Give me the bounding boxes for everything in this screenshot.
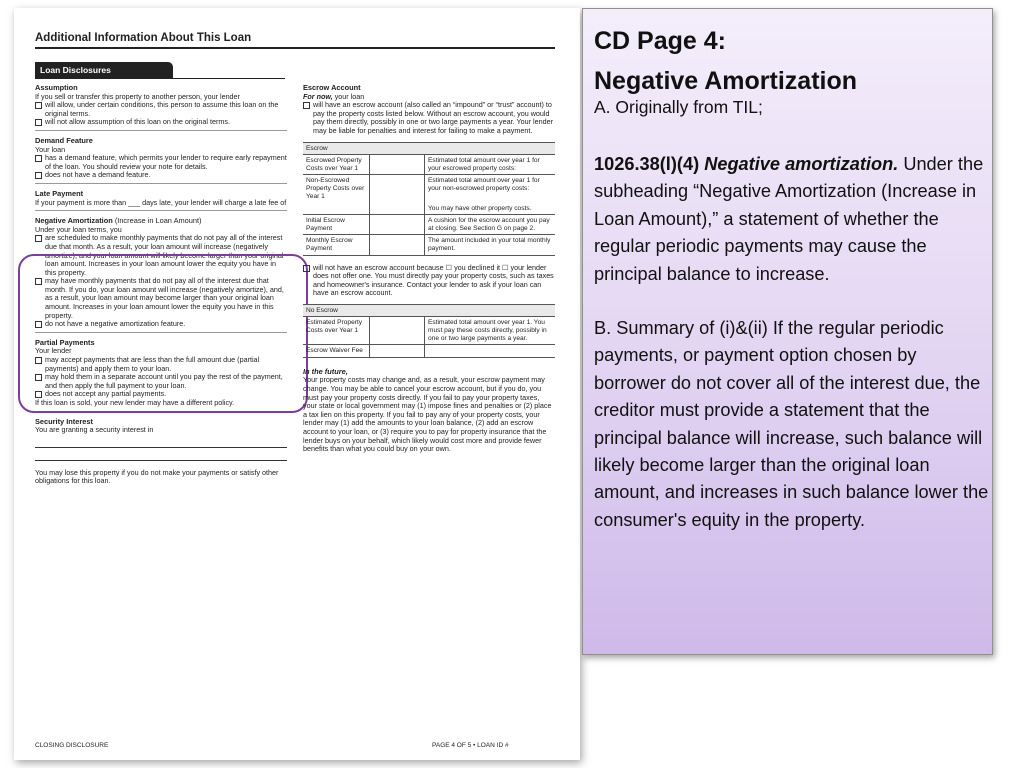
table-row: [303, 175, 555, 215]
demand-feature-heading: Demand Feature: [35, 135, 93, 145]
escrow-row-label: Escrowed Property Costs over Year 1: [303, 155, 370, 175]
escrow-account-heading: Escrow Account: [303, 83, 361, 92]
loan-disclosures-tab: Loan Disclosures: [35, 62, 173, 78]
tab-divider: [35, 78, 285, 79]
partial-option-accept[interactable]: may accept payments that are less than the full amount due (partial payments) and apply them to your loan.: [35, 356, 287, 373]
assumption-option-will[interactable]: will allow, under certain conditions, this person to assume this loan on the original terms.: [35, 101, 287, 118]
negative-amortization-title: Negative Amortization: [35, 216, 113, 226]
escrow-row-desc: [425, 175, 556, 215]
partial-option-none[interactable]: does not accept any partial payments.: [35, 390, 287, 399]
escrow-row-amount[interactable]: [370, 155, 425, 175]
escrow-row-desc: A cushion for the escrow account you pay at closing. See Section G on page 2.: [425, 215, 556, 235]
negative-amortization-highlight: [18, 254, 308, 413]
partial-payments-intro: Your lender: [35, 346, 72, 356]
divider: [35, 210, 287, 211]
partial-option-hold[interactable]: may hold them in a separate account until you pay the rest of the payment, and then apply the full payment to your loan.: [35, 373, 287, 390]
late-payment-heading: Late Payment: [35, 188, 84, 198]
slide-title: [594, 21, 857, 101]
table-row: [303, 317, 555, 345]
doc-footer-right: PAGE 4 OF 5 • LOAN ID #: [432, 742, 509, 749]
document-title: Additional Information About This Loan: [35, 32, 252, 44]
escrow-option-will[interactable]: will have an escrow account (also called an “impound” or “trust” account) to pay the property costs listed below. Without an escrow account, you would pay them directly, possibly in one or two large payments a year. Your lender may be liable for penalties and interest for failing to make a payment.: [303, 101, 555, 135]
escrow-row-amount[interactable]: [370, 215, 425, 235]
demand-feature-intro: Your loan: [35, 144, 66, 154]
no-escrow-table: [303, 304, 555, 358]
escrow-intro-text: your loan: [334, 91, 365, 101]
neg-am-option-scheduled[interactable]: are scheduled to make monthly payments that do not pay all of the interest due that month. As a result, your loan amount will increase (negatively amortize), and your loan amount will likely become larger than your original loan amount. Increases in your loan amount lower the equity you have in this property.: [35, 234, 287, 277]
blank-line: [35, 438, 287, 448]
neg-am-option-none[interactable]: do not have a negative amortization feature.: [35, 320, 287, 329]
closing-disclosure-page: [14, 8, 580, 760]
regulation-citation: 1026.38(l)(4): [594, 154, 700, 174]
slide-body: [594, 151, 989, 534]
table-row: [303, 345, 555, 358]
table-row: [303, 235, 555, 255]
table-row: [303, 155, 555, 175]
blank-line: [35, 451, 287, 461]
partial-payments-note: If this loan is sold, your new lender may have a different policy.: [35, 398, 235, 407]
no-escrow-row-desc: Estimated total amount over year 1. You must pay these costs directly, possibly in one or two large payments a year.: [425, 317, 556, 345]
security-interest-text: You are granting a security interest in: [35, 425, 154, 435]
right-column: [303, 84, 555, 454]
demand-feature-option-has[interactable]: has a demand feature, which permits your lender to require early repayment of the loan. You should review your note for details.: [35, 154, 287, 171]
escrow-row-label: Monthly Escrow Payment: [303, 235, 370, 255]
escrow-row-label: Initial Escrow Payment: [303, 215, 370, 235]
in-the-future-text: Your property costs may change and, as a result, your escrow payment may change. You may be able to cancel your escrow account, but if you do, you must pay your property costs directly. If you fail to pay your property taxes, your state or local government may (1) impose fines and penalties or (2) place a tax lien on this property. If you fail to pay any of your property costs, your lender may (1) add the amounts to your loan balance, (2) add an escrow account to your loan, or (3) require you to pay for property insurance that the lender buys on your behalf, which likely would cost more and provide fewer benefits than what you could buy on your own.: [303, 375, 552, 454]
slide-title-line1: CD Page 4:: [594, 27, 726, 55]
demand-feature-option-none[interactable]: does not have a demand feature.: [35, 171, 287, 180]
escrow-row-amount[interactable]: [370, 235, 425, 255]
escrow-option-will-not[interactable]: will not have an escrow account because ☐ you declined it ☐ your lender does not offer one. You must directly pay your property costs, such as taxes and homeowner's insurance. Contact your lender to ask if your loan can have an escrow account.: [303, 264, 555, 298]
divider: [35, 130, 287, 131]
escrow-table: [303, 142, 555, 256]
escrow-row-amount[interactable]: [370, 175, 425, 215]
escrow-row-label: Non-Escrowed Property Costs over Year 1: [303, 175, 370, 215]
slide-text-panel: [582, 8, 993, 655]
assumption-option-will-not[interactable]: will not allow assumption of this loan on the original terms.: [35, 118, 287, 127]
neg-am-option-may-have[interactable]: may have monthly payments that do not pay all of the interest due that month. If you do, your loan amount will increase (negatively amortize), and, as a result, your loan amount may become larger than your original loan amount. Increases in your loan amount lower the equity you have in this property.: [35, 277, 287, 320]
in-the-future-heading: In the future,: [303, 366, 348, 376]
assumption-intro: If you sell or transfer this property to another person, your lender: [35, 91, 240, 101]
escrow-row-desc: Estimated total amount over year 1 for your escrowed property costs:: [425, 155, 556, 175]
negative-amortization-intro: Under your loan terms, you: [35, 224, 122, 234]
slide-paragraph-1: Under the subheading “Negative Amortization (Increase in Loan Amount),” a statement of whether the regular periodic payments may cause the principal balance to increase.: [594, 154, 984, 284]
slide-point-a: A. Originally from TIL;: [594, 97, 763, 117]
security-interest-heading: Security Interest: [35, 416, 93, 426]
no-escrow-row-amount[interactable]: [370, 317, 425, 345]
regulation-citation-title: Negative amortization.: [704, 154, 899, 174]
title-divider: [35, 47, 555, 49]
assumption-heading: Assumption: [35, 83, 78, 92]
escrow-table-header: Escrow: [303, 142, 555, 155]
no-escrow-row-label: Escrow Waiver Fee: [303, 345, 370, 358]
no-escrow-table-header: No Escrow: [303, 304, 555, 317]
escrow-row-desc: The amount included in your total monthly payment.: [425, 235, 556, 255]
escrow-row-desc-text: Estimated total amount over year 1 for your non-escrowed property costs:: [428, 177, 540, 192]
partial-payments-heading: Partial Payments: [35, 337, 95, 347]
spacer: [594, 288, 989, 315]
no-escrow-row-label: Estimated Property Costs over Year 1: [303, 317, 370, 345]
table-row: [303, 215, 555, 235]
escrow-row-extra: You may have other property costs.: [428, 204, 532, 212]
for-now-label: For now,: [303, 91, 333, 101]
no-escrow-row-desc: [425, 345, 556, 358]
slide-paragraph-2: B. Summary of (i)&(ii) If the regular periodic payments, or payment option chosen by borrower do not cover all of the interest due, the creditor must provide a statement that the principal balance will increase, such balance will likely become larger than the original loan amount, and increases in such balance lower the consumer's equity in the property.: [594, 318, 989, 530]
negative-amortization-note: (Increase in Loan Amount): [114, 216, 202, 226]
divider: [35, 183, 287, 184]
security-interest-footer: You may lose this property if you do not make your payments or satisfy other obligations for this loan.: [35, 467, 279, 486]
slide-title-line2: Negative Amortization: [594, 67, 858, 95]
late-payment-text: If your payment is more than ___ days late, your lender will charge a late fee of: [35, 197, 287, 207]
doc-footer-left: CLOSING DISCLOSURE: [35, 742, 109, 749]
no-escrow-row-amount[interactable]: [370, 345, 425, 358]
